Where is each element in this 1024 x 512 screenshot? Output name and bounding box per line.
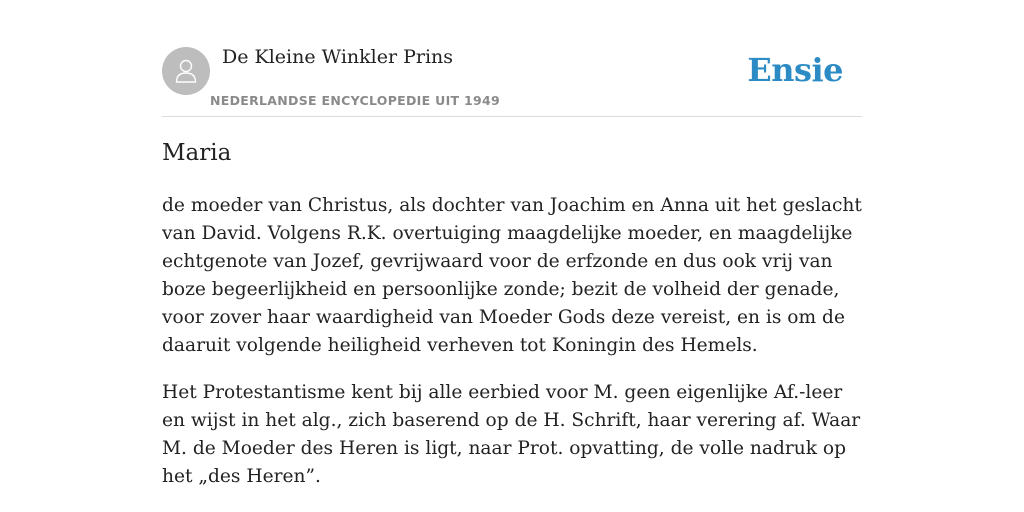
avatar[interactable] [162,47,210,95]
user-icon [171,56,201,86]
brand-logo[interactable]: Ensie [747,51,843,89]
paragraph: de moeder van Christus, als dochter van Joachim en Anna uit het geslacht van David. Volgens R.K. overtuiging maagdelijke moeder, en maagdelijke echtgenote van Jozef, gevrijwaard voor de erfzonde en dus ook vrij van boze begeerlijkheid en persoonlijke zonde; bezit de volheid der genade, voor zover haar waardigheid van Moeder Gods deze vereist, en is om de daaruit volgende heiligheid verheven tot Koningin des Hemels. [162,195,862,356]
paragraph: Het Protestantisme kent bij alle eerbied voor M. geen eigenlijke Af.-leer en wijst in het alg., zich baserend op de H. Schrift, haar verering af. Waar M. de Moeder des Heren is ligt, naar Prot. opvatting, de volle nadruk op het „des Heren”. [162,382,861,487]
author-name[interactable]: De Kleine Winkler Prins [222,46,454,68]
article-header [162,46,862,117]
author-subtitle: NEDERLANDSE ENCYCLOPEDIE UIT 1949 [210,93,500,108]
article-body [162,192,862,510]
page-title: Maria [162,140,232,166]
